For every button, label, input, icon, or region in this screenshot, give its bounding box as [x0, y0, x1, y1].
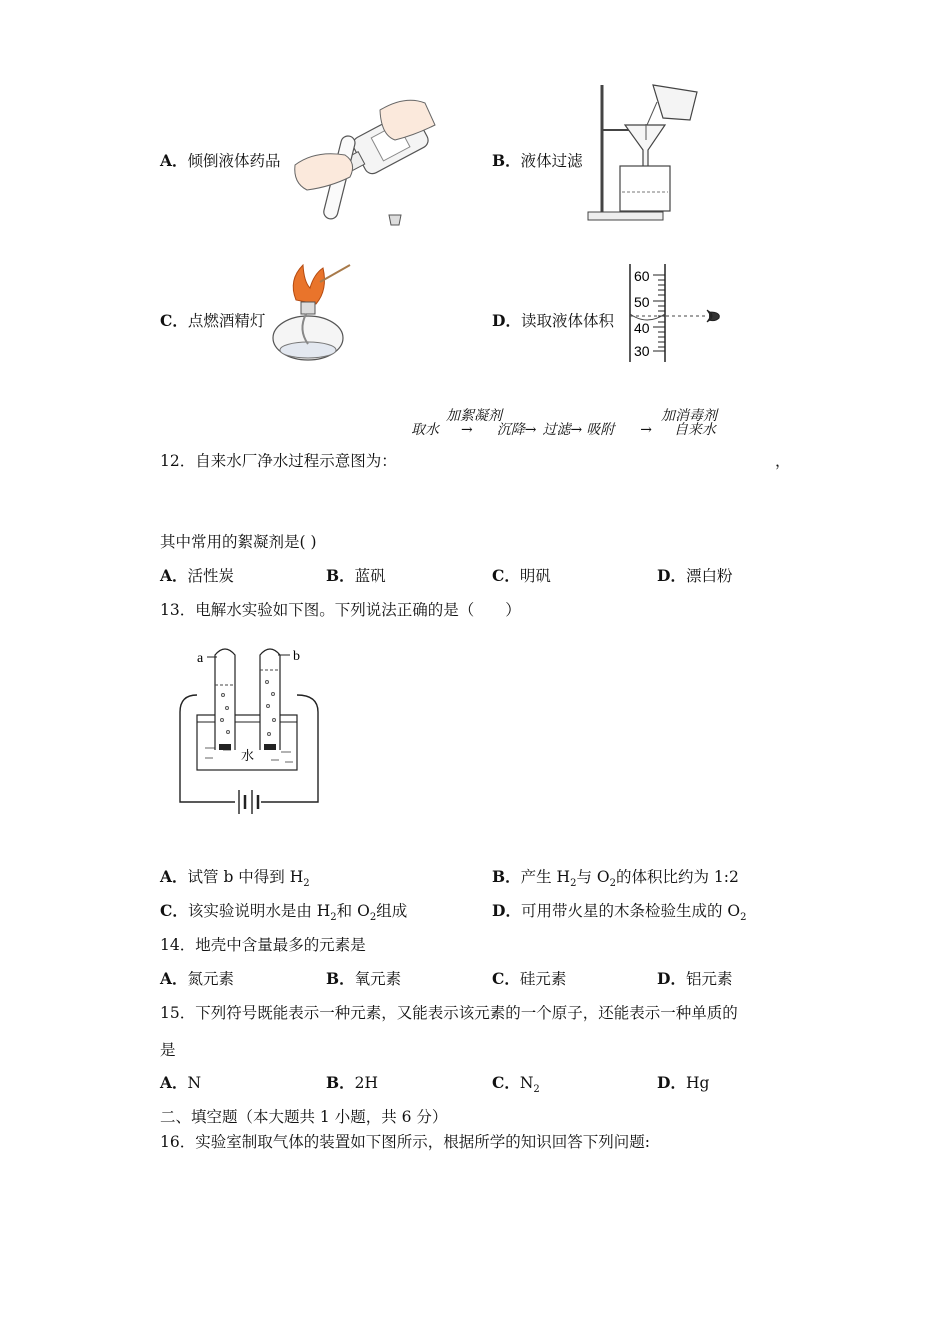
option-text: 该实验说明水是由 H: [187, 902, 331, 920]
option-letter: B．: [492, 151, 521, 170]
option-text: 组成: [376, 902, 408, 920]
subscript: 2: [369, 912, 377, 924]
option-letter: B．: [326, 969, 355, 988]
q11-option-d: [492, 311, 614, 331]
q14-option-c: [492, 969, 566, 989]
option-letter: A．: [160, 867, 188, 886]
option-letter: D．: [657, 1073, 686, 1092]
q13-option-d: [492, 901, 746, 928]
q12-process-flow: [411, 420, 716, 440]
option-letter: D．: [492, 901, 521, 920]
process-step: 沉降: [496, 422, 525, 438]
option-letter: A．: [160, 1073, 188, 1092]
option-letter: A．: [160, 151, 188, 170]
subscript: 2: [533, 1084, 540, 1096]
alcohol-lamp-figure: [268, 260, 353, 365]
option-text: 硅元素: [519, 970, 567, 988]
q13-option-a: [160, 867, 310, 894]
q14-stem: 14．地壳中含量最多的元素是: [160, 936, 366, 954]
option-text: 氧元素: [354, 970, 402, 988]
electrolysis-figure: [175, 640, 325, 825]
process-arrow: →: [461, 422, 473, 438]
option-text: 产生 H: [520, 868, 571, 886]
option-text: 蓝矾: [354, 567, 386, 585]
q11-option-c: [160, 311, 265, 331]
option-letter: C．: [492, 1073, 520, 1092]
process-arrow: →: [524, 422, 537, 438]
tick-label: 40: [634, 320, 650, 336]
q12-stem: 12．自来水厂净水过程示意图为：: [160, 452, 397, 470]
subscript: 2: [570, 878, 577, 890]
option-letter: B．: [326, 566, 355, 585]
q15-option-a: [160, 1073, 201, 1093]
option-letter: D．: [492, 311, 521, 330]
tube-label-b: b: [293, 649, 300, 664]
q15-option-d: [657, 1073, 709, 1093]
option-letter: C．: [492, 969, 520, 988]
q12-option-a: [160, 566, 234, 586]
option-letter: C．: [492, 566, 520, 585]
q15-option-b: [326, 1073, 378, 1093]
option-letter: B．: [326, 1073, 355, 1092]
q12-comma: ，: [775, 452, 791, 470]
option-text: 活性炭: [187, 567, 235, 585]
process-step: 取水: [411, 422, 439, 438]
q16-stem: 16．实验室制取气体的装置如下图所示，根据所学的知识回答下列问题:: [160, 1133, 650, 1151]
water-label: 水: [241, 749, 255, 764]
eye-icon: [707, 310, 719, 322]
option-letter: D．: [657, 969, 686, 988]
read-volume-figure: [625, 262, 725, 364]
option-letter: B．: [492, 867, 521, 886]
option-text: 试管 b 中得到 H: [187, 868, 304, 886]
option-text: 读取液体体积: [520, 312, 614, 330]
tick-label: 50: [634, 294, 650, 310]
q14-option-b: [326, 969, 401, 989]
q13-option-c: [160, 901, 407, 928]
q12-question: 其中常用的絮凝剂是( ): [160, 533, 317, 551]
q13-stem: 13．电解水实验如下图。下列说法正确的是（ ）: [160, 601, 521, 619]
option-text: 铝元素: [685, 970, 733, 988]
tick-label: 60: [634, 268, 650, 284]
tick-label: 30: [634, 343, 650, 359]
option-text: 2H: [354, 1074, 378, 1092]
option-text: 明矾: [519, 567, 551, 585]
option-text: 氮元素: [187, 970, 235, 988]
q15-stem-line1: 15．下列符号既能表示一种元素，又能表示该元素的一个原子，还能表示一种单质的: [160, 1004, 738, 1022]
process-arrow: →: [640, 422, 652, 438]
q15-stem-line2: 是: [160, 1041, 176, 1059]
option-text: 漂白粉: [685, 567, 733, 585]
subscript: 2: [740, 912, 747, 924]
q11-option-b: [492, 151, 583, 171]
tube-label-a: a: [197, 651, 204, 666]
process-step: 自来水: [673, 422, 716, 438]
option-letter: A．: [160, 566, 188, 585]
option-letter: D．: [657, 566, 686, 585]
q12-option-d: [657, 566, 732, 586]
q14-option-d: [657, 969, 732, 989]
pour-liquid-figure: [285, 95, 440, 230]
subscript: 2: [330, 912, 337, 924]
process-step: 吸附: [586, 422, 615, 438]
subscript: 2: [303, 878, 310, 890]
option-text: 点燃酒精灯: [187, 312, 266, 330]
subscript: 2: [609, 878, 616, 890]
q13-option-b: [492, 867, 739, 894]
q11-option-a: [160, 151, 281, 171]
q12-process-label-1: 加絮凝剂: [446, 408, 502, 424]
option-text: 与 O: [576, 868, 610, 886]
option-text: N: [187, 1074, 202, 1092]
option-text: 液体过滤: [520, 152, 583, 170]
q12-process-label-2: 加消毒剂: [661, 408, 717, 424]
option-letter: A．: [160, 969, 188, 988]
option-text: 倾倒液体药品: [187, 152, 281, 170]
option-text: 的体积比约为 1:2: [615, 868, 739, 886]
option-letter: C．: [160, 311, 188, 330]
option-text: 和 O: [336, 902, 370, 920]
filtration-figure: [585, 80, 705, 225]
option-text: N: [519, 1074, 534, 1092]
process-step: 过滤: [542, 422, 571, 438]
section-heading: 二、填空题（本大题共 1 小题，共 6 分）: [160, 1108, 448, 1126]
option-text: 可用带火星的木条检验生成的 O: [520, 902, 741, 920]
q12-option-c: [492, 566, 551, 586]
process-arrow: →: [570, 422, 583, 438]
option-letter: C．: [160, 901, 188, 920]
q12-option-b: [326, 566, 386, 586]
option-text: Hg: [685, 1074, 710, 1092]
q15-option-c: [492, 1073, 540, 1100]
q14-option-a: [160, 969, 234, 989]
